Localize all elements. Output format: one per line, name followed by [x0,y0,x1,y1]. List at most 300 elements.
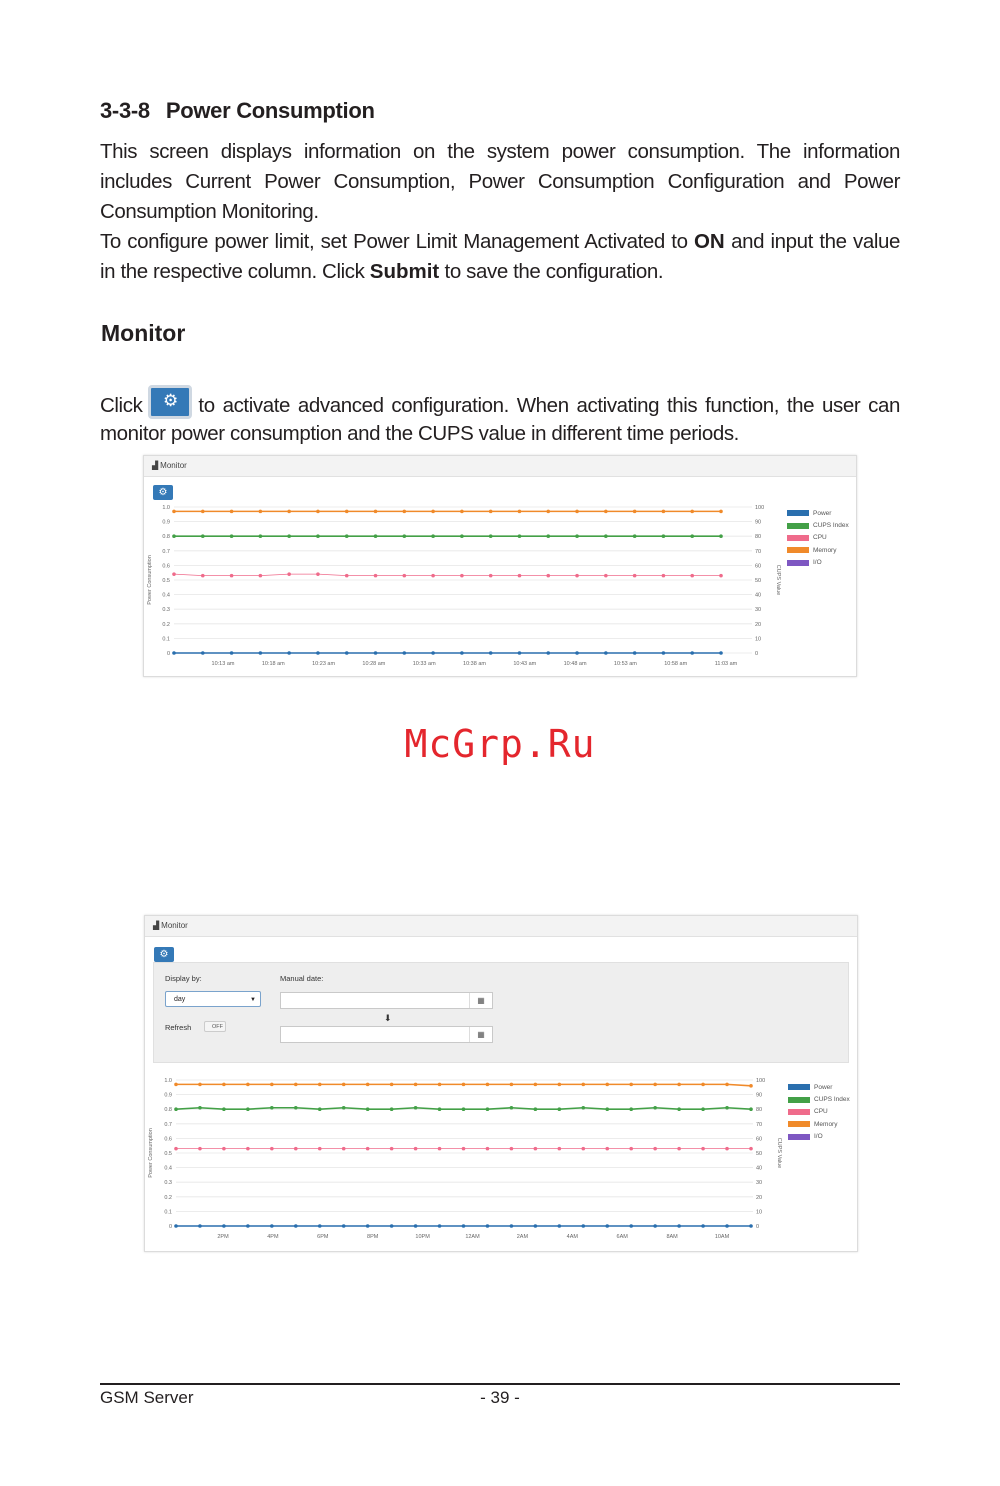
data-point [318,1224,322,1228]
x-tick-label: 12AM [465,1234,480,1240]
data-point [460,534,464,538]
data-point [653,1106,657,1110]
chart-icon: ▟ [152,461,159,470]
data-point [510,1106,514,1110]
y2-tick-label: 60 [755,563,762,570]
calendar-icon[interactable]: ▦ [469,1027,492,1042]
data-point [662,510,666,514]
data-point [518,574,522,578]
monitor-text: to activate advanced configuration. When activating this function, the user can monitor power consumption and the CUPS value in different time periods. [100,394,900,445]
data-point [270,1147,274,1151]
y-tick-label: 0.2 [164,1194,172,1201]
data-point [318,1083,322,1087]
section-title-text: Power Consumption [165,98,375,123]
data-point [390,1107,394,1111]
data-point [414,1224,418,1228]
legend-item [788,1131,850,1143]
data-point [366,1107,370,1111]
y-tick-label: 0.8 [164,1107,172,1114]
data-point [270,1224,274,1228]
data-point [633,574,637,578]
data-point [198,1224,202,1228]
refresh-state: OFF [212,1024,223,1030]
data-point [546,534,550,538]
data-point [316,651,320,655]
y2-tick-label: 10 [756,1209,763,1216]
y-tick-label: 1.0 [164,1078,172,1084]
data-point [604,534,608,538]
data-point [460,651,464,655]
y-tick-label: 0.4 [162,592,170,599]
data-point [510,1083,514,1087]
data-point [438,1107,442,1111]
data-point [198,1083,202,1087]
data-point [246,1083,250,1087]
manual-date-label: Manual date: [280,974,324,983]
data-point [222,1147,226,1151]
y2-tick-label: 20 [756,1194,763,1201]
data-point [287,651,291,655]
data-point [259,651,263,655]
x-tick-label: 10:18 am [261,661,285,667]
data-point [431,574,435,578]
data-point [174,1107,178,1111]
data-point [246,1107,250,1111]
data-point [518,651,522,655]
x-tick-label: 10:23 am [312,661,336,667]
data-point [342,1147,346,1151]
data-point [677,1147,681,1151]
x-tick-label: 6AM [616,1234,628,1240]
data-point [604,510,608,514]
data-point [558,1147,562,1151]
data-point [438,1224,442,1228]
x-tick-label: 4PM [267,1234,279,1240]
data-point [366,1224,370,1228]
data-point [486,1107,490,1111]
data-point [725,1147,729,1151]
data-point [486,1224,490,1228]
settings-gear-button[interactable]: ⚙ [154,947,174,962]
y-tick-label: 0.6 [162,563,170,570]
data-point [294,1224,298,1228]
data-point [414,1083,418,1087]
data-point [374,510,378,514]
data-point [174,1083,178,1087]
data-point [462,1147,466,1151]
data-point [270,1083,274,1087]
data-point [316,510,320,514]
data-point [690,651,694,655]
data-point [403,534,407,538]
data-point [575,534,579,538]
legend-label: CPU [814,1108,828,1116]
click-word: Click [100,394,143,417]
monitor-paragraph [100,385,900,448]
data-point [201,534,205,538]
y2-tick-label: 80 [755,534,762,541]
x-tick-label: 10:53 am [613,661,637,667]
data-point [558,1083,562,1087]
y2-tick-label: 90 [755,519,762,526]
data-point [534,1147,538,1151]
data-point [662,651,666,655]
x-tick-label: 10:13 am [211,661,235,667]
legend-item [787,519,849,531]
legend-label: I/O [813,559,822,567]
legend-item [787,532,849,544]
data-point [581,1083,585,1087]
legend-label: CUPS Index [814,1096,850,1104]
x-tick-label: 10PM [415,1234,430,1240]
data-point [486,1147,490,1151]
y-axis-label: Power Consumption [148,1128,154,1178]
data-point [390,1083,394,1087]
legend-label: Memory [814,1120,838,1128]
footer-divider [100,1383,900,1385]
y-tick-label: 0.1 [164,1209,172,1216]
y-tick-label: 0.4 [164,1165,172,1172]
gear-icon: ⚙ [148,385,192,419]
x-tick-label: 8AM [666,1234,678,1240]
y2-tick-label: 40 [756,1165,763,1172]
data-point [604,651,608,655]
legend-swatch [787,523,809,529]
calendar-icon[interactable]: ▦ [469,993,492,1008]
chart-icon: ▟ [153,921,160,930]
refresh-label: Refresh [165,1023,192,1032]
panel-title: Monitor [160,461,187,470]
y2-tick-label: 100 [755,505,765,511]
watermark-logo: McGrp.Ru [404,722,596,766]
data-point [316,534,320,538]
legend-item [788,1106,850,1118]
data-point [581,1224,585,1228]
data-point [230,534,234,538]
y2-tick-label: 0 [756,1224,760,1230]
data-point [581,1106,585,1110]
data-point [510,1224,514,1228]
y2-tick-label: 10 [755,636,762,643]
legend-label: I/O [814,1133,823,1141]
data-point [198,1106,202,1110]
data-point [342,1083,346,1087]
x-tick-label: 10:48 am [563,661,587,667]
data-point [318,1107,322,1111]
y2-tick-label: 70 [756,1121,763,1128]
data-point [390,1224,394,1228]
legend-label: CUPS Index [813,522,849,530]
y-tick-label: 0.9 [164,1092,172,1099]
x-tick-label: 10:58 am [664,661,688,667]
data-point [172,572,176,576]
y2-tick-label: 20 [755,621,762,628]
y2-tick-label: 50 [755,578,762,584]
data-point [438,1083,442,1087]
data-point [316,572,320,576]
data-point [518,510,522,514]
data-point [294,1106,298,1110]
y2-tick-label: 90 [756,1092,763,1099]
legend-item [788,1081,850,1093]
data-point [546,651,550,655]
data-point [201,651,205,655]
y-tick-label: 0 [166,651,170,657]
monitor-panel-1 [143,455,857,677]
data-point [287,510,291,514]
data-point [222,1224,226,1228]
data-point [246,1147,250,1151]
legend-label: Power [813,509,832,517]
data-point [345,510,349,514]
data-point [374,651,378,655]
y-tick-label: 0.5 [164,1151,172,1157]
data-point [690,574,694,578]
data-point [719,574,723,578]
data-point [259,574,263,578]
monitor-panel-2 [144,915,858,1252]
data-point [403,574,407,578]
data-point [172,651,176,655]
x-tick-label: 11:03 am [714,661,738,667]
y2-axis-label: CUPS Value [776,1137,782,1169]
data-point [374,574,378,578]
data-point [677,1224,681,1228]
data-point [558,1107,562,1111]
legend-item [788,1118,850,1130]
data-point [701,1224,705,1228]
data-point [287,572,291,576]
panel-title: Monitor [161,921,188,930]
legend-item [787,557,849,569]
data-point [489,574,493,578]
data-point [725,1106,729,1110]
data-point [390,1147,394,1151]
data-point [575,651,579,655]
data-point [222,1083,226,1087]
advanced-config-box [153,962,849,1063]
data-point [403,651,407,655]
x-tick-label: 10:28 am [362,661,386,667]
data-point [662,574,666,578]
data-point [172,534,176,538]
display-by-select[interactable] [165,991,261,1007]
panel-header [145,916,857,937]
data-point [629,1224,633,1228]
y2-tick-label: 40 [755,592,762,599]
legend-swatch [788,1134,810,1140]
data-point [605,1107,609,1111]
y2-tick-label: 50 [756,1151,763,1157]
page-number: - 39 - [480,1388,520,1407]
legend-swatch [787,510,809,516]
x-tick-label: 10:33 am [412,661,436,667]
data-point [345,574,349,578]
chart-legend [788,1081,850,1143]
intro-text: to save the configuration. [439,260,664,283]
x-tick-label: 10:38 am [463,661,486,667]
data-point [172,510,176,514]
data-point [201,510,205,514]
start-date-input[interactable] [280,992,493,1009]
data-point [222,1107,226,1111]
data-point [366,1083,370,1087]
series-line-cpu [174,574,721,575]
refresh-toggle[interactable] [204,1021,226,1032]
legend-swatch [788,1121,810,1127]
caret-down-icon: ▼ [250,997,256,1003]
data-point [677,1107,681,1111]
data-point [174,1224,178,1228]
power-chart-1 [144,456,856,676]
section-title [100,98,375,124]
intro-text: To configure power limit, set Power Limit Management Activated to [100,230,694,253]
data-point [749,1084,753,1088]
y-tick-label: 0.9 [162,519,170,526]
data-point [653,1224,657,1228]
data-point [558,1224,562,1228]
data-point [510,1147,514,1151]
y-tick-label: 0.5 [162,578,170,584]
y2-tick-label: 30 [756,1180,763,1187]
y2-axis-label: CUPS Value [775,564,781,596]
display-by-value: day [174,996,186,1003]
arrow-down-icon: ⬇ [384,1013,392,1023]
y-tick-label: 0.1 [162,636,170,643]
legend-swatch [788,1084,810,1090]
data-point [414,1147,418,1151]
data-point [534,1107,538,1111]
y-tick-label: 0.3 [162,607,170,614]
data-point [462,1083,466,1087]
data-point [431,510,435,514]
data-point [719,651,723,655]
data-point [605,1083,609,1087]
data-point [460,574,464,578]
end-date-input[interactable] [280,1026,493,1043]
data-point [431,534,435,538]
data-point [749,1107,753,1111]
data-point [629,1147,633,1151]
y-tick-label: 0.7 [164,1121,172,1128]
data-point [489,651,493,655]
data-point [518,534,522,538]
data-point [701,1107,705,1111]
data-point [259,534,263,538]
data-point [342,1106,346,1110]
data-point [653,1083,657,1087]
data-point [431,651,435,655]
data-point [604,574,608,578]
data-point [198,1147,202,1151]
data-point [345,534,349,538]
data-point [575,510,579,514]
data-point [581,1147,585,1151]
x-tick-label: 10:43 am [513,661,537,667]
data-point [662,534,666,538]
data-point [438,1147,442,1151]
submit-keyword: Submit [369,260,440,283]
data-point [534,1083,538,1087]
x-tick-label: 2PM [217,1234,229,1240]
legend-swatch [788,1109,810,1115]
legend-label: CPU [813,534,827,542]
data-point [414,1106,418,1110]
data-point [294,1147,298,1151]
y2-tick-label: 30 [755,607,762,614]
settings-gear-button[interactable]: ⚙ [153,485,173,500]
data-point [749,1224,753,1228]
y-tick-label: 1.0 [162,505,170,511]
y-tick-label: 0.8 [162,534,170,541]
legend-item [787,507,849,519]
data-point [287,534,291,538]
legend-item [788,1093,850,1105]
y2-tick-label: 60 [756,1136,763,1143]
data-point [342,1224,346,1228]
y2-tick-label: 70 [755,548,762,555]
data-point [270,1106,274,1110]
data-point [246,1224,250,1228]
data-point [725,1224,729,1228]
data-point [489,510,493,514]
legend-swatch [787,535,809,541]
data-point [318,1147,322,1151]
data-point [701,1083,705,1087]
legend-swatch [788,1097,810,1103]
data-point [605,1147,609,1151]
data-point [629,1107,633,1111]
intro-text: and input the value in the respective column. Click [100,230,900,283]
data-point [489,534,493,538]
data-point [403,510,407,514]
y2-tick-label: 100 [756,1078,766,1084]
display-by-label: Display by: [165,974,202,983]
data-point [460,510,464,514]
legend-label: Memory [813,546,837,554]
y-tick-label: 0.3 [164,1180,172,1187]
data-point [174,1147,178,1151]
data-point [366,1147,370,1151]
data-point [725,1083,729,1087]
data-point [653,1147,657,1151]
data-point [575,574,579,578]
data-point [677,1083,681,1087]
data-point [259,510,263,514]
data-point [605,1224,609,1228]
y-axis-label: Power Consumption [147,555,153,605]
data-point [546,574,550,578]
data-point [633,534,637,538]
data-point [294,1083,298,1087]
y2-tick-label: 80 [756,1107,763,1114]
section-number: 3-3-8 [100,98,150,123]
intro-paragraph-1: This screen displays information on the system power consumption. The information includes Current Power Consumption, Power Consumption Configuration and Power Consumption Monitoring. [100,140,900,223]
data-point [201,574,205,578]
x-tick-label: 6PM [317,1234,329,1240]
monitor-heading: Monitor [101,320,186,346]
data-point [462,1107,466,1111]
data-point [230,651,234,655]
legend-label: Power [814,1083,833,1091]
data-point [633,651,637,655]
data-point [629,1083,633,1087]
data-point [546,510,550,514]
x-tick-label: 10AM [714,1234,730,1240]
data-point [719,534,723,538]
data-point [690,534,694,538]
intro-paragraph-2 [100,227,900,287]
